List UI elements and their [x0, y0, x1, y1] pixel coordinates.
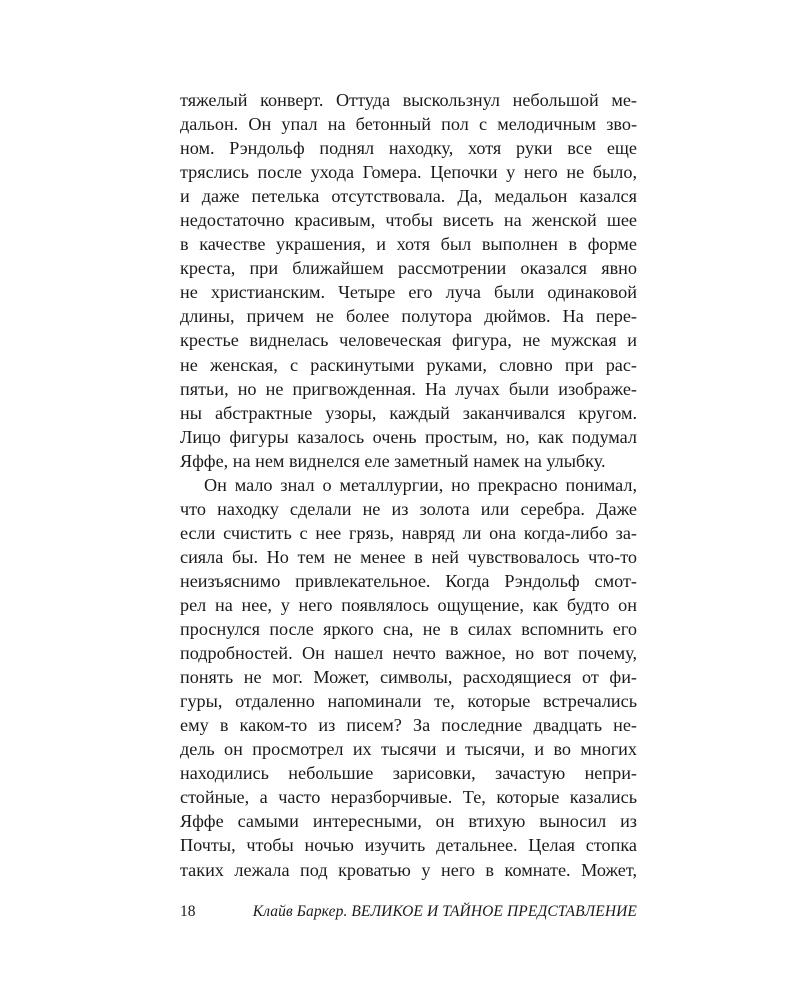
text-line: ном. Рэндольф поднял находку, хотя руки все еще [180, 138, 637, 159]
text-line: таких лежала под кроватью у него в комнате. Может, [180, 859, 637, 880]
text-line: Яффе, на нем виднелся еле заметный намек на улыбку. [180, 450, 606, 471]
text-line: крестье виднелась человеческая фигура, не мужская и [180, 330, 637, 351]
text-line: недостаточно красивым, чтобы висеть на женской шее [180, 210, 637, 231]
text-line: если счистить с нее грязь, навряд ли она когда-либо за- [180, 522, 637, 543]
text-line: ему в каком-то из писем? За последние двадцать не- [180, 715, 637, 736]
text-line: сияла бы. Но тем не менее в ней чувствовалось что-то [180, 546, 637, 567]
text-line: креста, при ближайшем рассмотрении оказался явно [180, 258, 637, 279]
text-line: длины, причем не более полутора дюймов. На пере- [180, 306, 637, 327]
text-line: гуры, отдаленно напоминали те, которые встречались [180, 691, 637, 712]
page-footer [180, 902, 637, 922]
paragraph-2 [180, 473, 637, 882]
text-line: не христианским. Четыре его луча были одинаковой [180, 282, 637, 303]
text-line: находились небольшие зарисовки, зачастую непри- [180, 763, 637, 784]
page-number: 18 [180, 903, 196, 920]
running-title: Клайв Баркер. ВЕЛИКОЕ И ТАЙНОЕ ПРЕДСТАВЛЕНИЕ [252, 903, 637, 920]
text-line: дель он просмотрел их тысячи и тысячи, и во многих [180, 739, 637, 760]
text-line: Яффе самыми интересными, он втихую выносил из [180, 811, 637, 832]
text-line: что находку сделали не из золота или серебра. Даже [180, 498, 637, 519]
text-line: Почты, чтобы ночью изучить детальнее. Целая стопка [180, 835, 637, 856]
text-line: понять не мог. Может, символы, расходящиеся от фи- [180, 667, 637, 688]
text-line: Лицо фигуры казалось очень простым, но, как подумал [180, 426, 637, 447]
text-line: и даже петелька отсутствовала. Да, медальон казался [180, 186, 637, 207]
paragraph-1 [180, 88, 637, 473]
text-line: неизъяснимо привлекательное. Когда Рэндольф смот- [180, 570, 637, 591]
text-line: в качестве украшения, и хотя был выполнен в форме [180, 234, 637, 255]
text-line: дальон. Он упал на бетонный пол с мелодичным зво- [180, 114, 637, 135]
text-line: проснулся после яркого сна, не в силах вспомнить его [180, 619, 637, 640]
text-line: рел на нее, у него появлялось ощущение, как будто он [180, 594, 637, 615]
page-body [180, 88, 637, 882]
text-line: Он мало знал о металлургии, но прекрасно понимал, [204, 474, 637, 495]
text-line: тряслись после ухода Гомера. Цепочки у него не было, [180, 162, 637, 183]
text-line: подробностей. Он нашел нечто важное, но вот почему, [180, 643, 637, 664]
text-line: стойные, а часто неразборчивые. Те, которые казались [180, 787, 637, 808]
text-line: не женская, с раскинутыми руками, словно при рас- [180, 354, 637, 375]
text-line: ны абстрактные узоры, каждый заканчивался кругом. [180, 402, 637, 423]
text-line: пятьи, но не пригвожденная. На лучах были изображе- [180, 378, 637, 399]
text-line: тяжелый конверт. Оттуда выскользнул небольшой ме- [180, 90, 637, 110]
